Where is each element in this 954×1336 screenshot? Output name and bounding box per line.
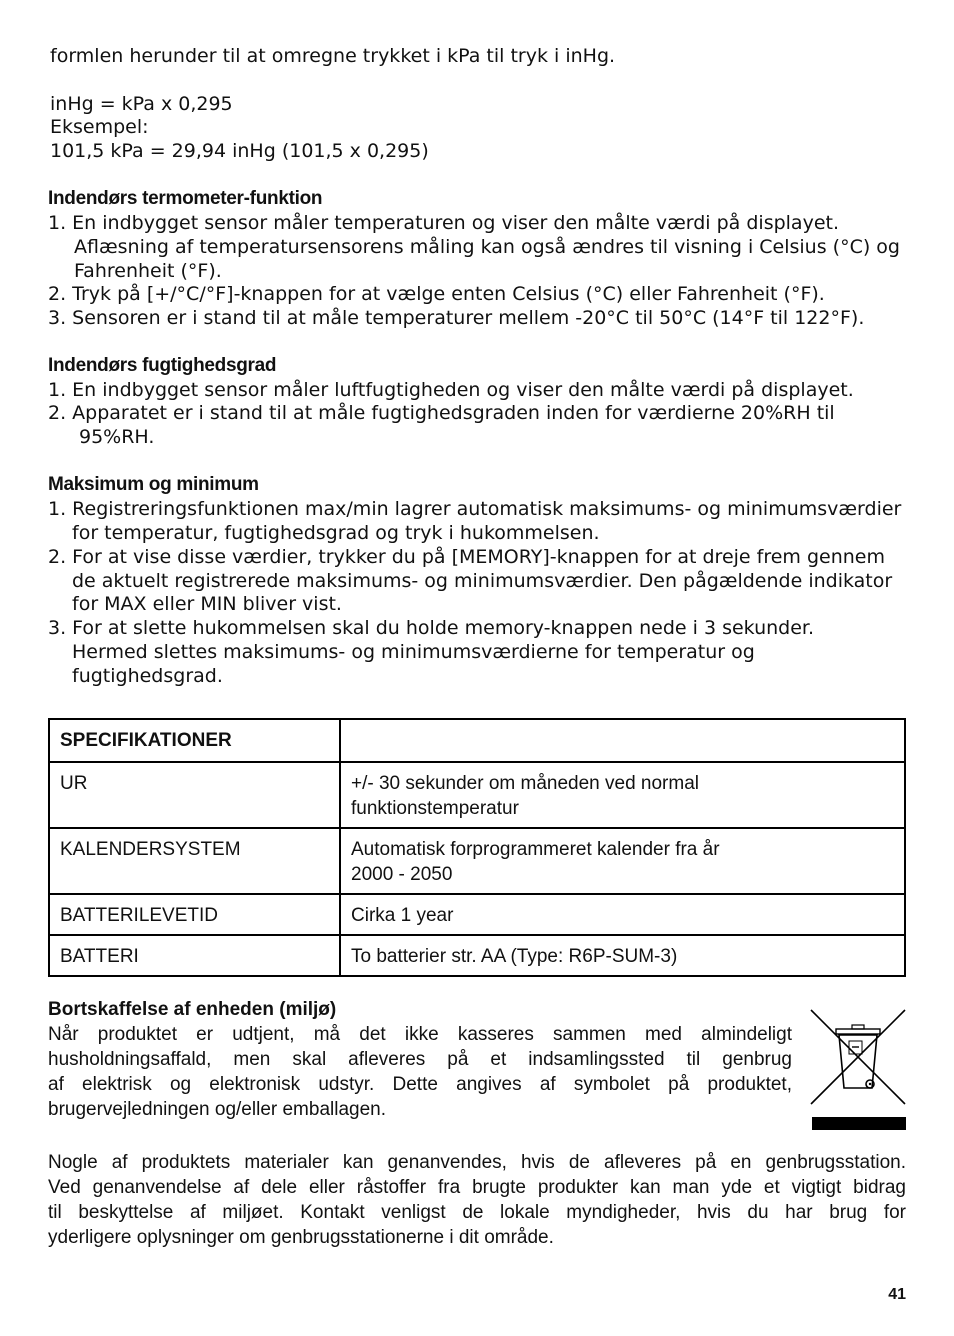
list-item: de aktuelt registrerede maksimums- og minimumsværdier. Den pågældende indikator bbox=[72, 570, 893, 592]
paragraph-line: Ved genanvendelse af dele eller råstoffer fra brugte produkter kan man yde et vigtigt bidrag bbox=[48, 1177, 906, 1198]
paragraph-line: til beskyttelse af miljøet. Kontakt venligst de lokale myndigheder, hvis du har brug for bbox=[48, 1202, 906, 1223]
list-item: 3. For at slette hukommelsen skal du holde memory-knappen nede i 3 sekunder. bbox=[48, 617, 815, 639]
list-item: 2. Tryk på [+/°C/°F]-knappen for at vælge enten Celsius (°C) eller Fahrenheit (°F). bbox=[48, 283, 825, 305]
intro-line: formlen herunder til at omregne trykket i kPa til tryk i inHg. bbox=[50, 45, 616, 67]
table-row bbox=[49, 894, 905, 935]
list-item: 1. En indbygget sensor måler luftfugtigheden og viser den målte værdi på displayet. bbox=[48, 379, 854, 401]
table-cell-label: BATTERI bbox=[49, 935, 340, 976]
value-line: 2000 - 2050 bbox=[351, 864, 453, 885]
table-cell-value bbox=[340, 762, 905, 828]
table-cell-label: UR bbox=[49, 762, 340, 828]
table-row bbox=[49, 762, 905, 828]
example-label: Eksempel: bbox=[50, 116, 149, 138]
value-line: To batterier str. AA (Type: R6P-SUM-3) bbox=[351, 946, 678, 967]
list-item: 2. Apparatet er i stand til at måle fugtighedsgraden inden for værdierne 20%RH til bbox=[48, 402, 835, 424]
table-row bbox=[49, 828, 905, 894]
table-cell-value bbox=[340, 935, 905, 976]
list-item: for temperatur, fugtighedsgrad og tryk i hukommelsen. bbox=[72, 522, 600, 544]
value-line: +/- 30 sekunder om måneden ved normal bbox=[351, 773, 700, 794]
table-cell-label: BATTERILEVETID bbox=[49, 894, 340, 935]
table-cell-value bbox=[340, 894, 905, 935]
table-header-cell bbox=[340, 719, 905, 762]
value-line: Cirka 1 year bbox=[351, 905, 454, 926]
paragraph-line: Nogle af produktets materialer kan genanvendes, hvis de afleveres på en genbrugsstation. bbox=[48, 1152, 906, 1173]
list-item: Hermed slettes maksimums- og minimumsværdierne for temperatur og bbox=[72, 641, 755, 663]
list-item: for MAX eller MIN bliver vist. bbox=[72, 593, 342, 615]
list-item: 3. Sensoren er i stand til at måle temperaturer mellem -20°C til 50°C (14°F til 122°F). bbox=[48, 307, 865, 329]
example: 101,5 kPa = 29,94 inHg (101,5 x 0,295) bbox=[50, 140, 429, 162]
paragraph-line: yderligere oplysninger om genbrugsstationerne i dit område. bbox=[48, 1227, 554, 1248]
list-item: fugtighedsgrad. bbox=[72, 665, 223, 687]
list-item: Fahrenheit (°F). bbox=[74, 260, 222, 282]
thermometer-heading: Indendørs termometer-funktion bbox=[48, 188, 323, 209]
list-item: 95%RH. bbox=[79, 426, 155, 448]
list-item: 1. En indbygget sensor måler temperaturen og viser den målte værdi på displayet. bbox=[48, 212, 839, 234]
list-item: 2. For at vise disse værdier, trykker du på [MEMORY]-knappen for at dreje frem gennem bbox=[48, 546, 886, 568]
paragraph-line: af elektrisk og elektronisk udstyr. Dette angives af symbolet på produktet, bbox=[48, 1074, 792, 1095]
table-row bbox=[49, 935, 905, 976]
page-number: 41 bbox=[888, 1286, 906, 1303]
list-item: Aflæsning af temperatursensorens måling kan også ændres til visning i Celsius (°C) og bbox=[74, 236, 900, 258]
paragraph-line: husholdningsaffald, men skal afleveres på et indsamlingssted til genbrug bbox=[48, 1049, 792, 1070]
table-cell-label: KALENDERSYSTEM bbox=[49, 828, 340, 894]
value-line: Automatisk forprogrammeret kalender fra år bbox=[351, 839, 720, 860]
table-header-cell: SPECIFIKATIONER bbox=[49, 719, 340, 762]
disposal-heading: Bortskaffelse af enheden (miljø) bbox=[48, 999, 337, 1020]
value-line: funktionstemperatur bbox=[351, 798, 519, 819]
crossed-out-wheelie-bin-icon bbox=[808, 1008, 908, 1132]
formula: inHg = kPa x 0,295 bbox=[50, 93, 233, 115]
table-cell-value bbox=[340, 828, 905, 894]
humidity-heading: Indendørs fugtighedsgrad bbox=[48, 355, 277, 376]
spec-table bbox=[48, 718, 906, 977]
list-item: 1. Registreringsfunktionen max/min lagrer automatisk maksimums- og minimumsværdier bbox=[48, 498, 902, 520]
maxmin-heading: Maksimum og minimum bbox=[48, 474, 259, 495]
table-header-row bbox=[49, 719, 905, 762]
paragraph-line: brugervejledningen og/eller emballagen. bbox=[48, 1099, 387, 1120]
paragraph-line: Når produktet er udtjent, må det ikke kasseres sammen med almindeligt bbox=[48, 1024, 792, 1045]
